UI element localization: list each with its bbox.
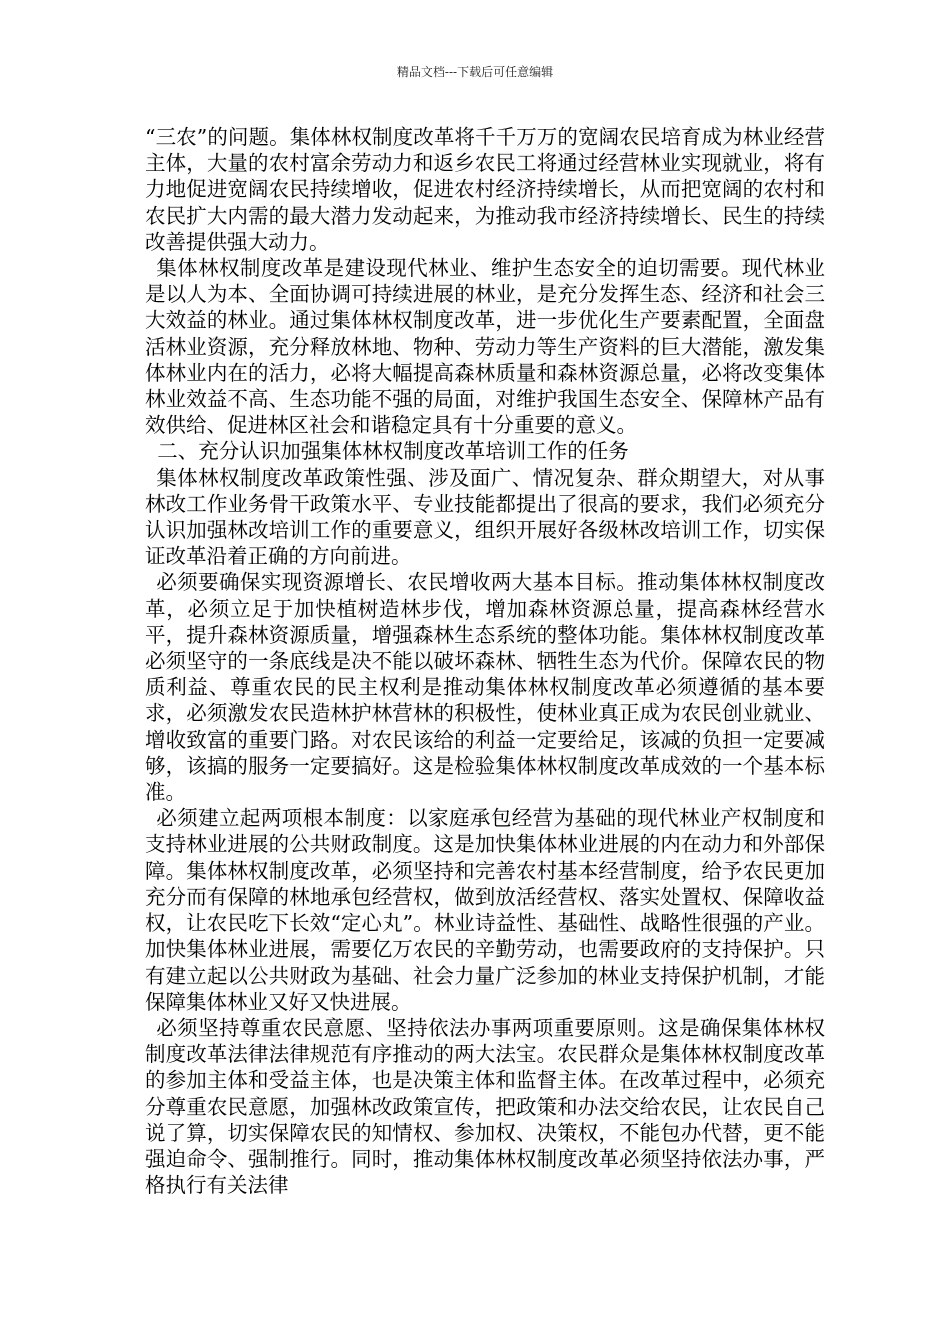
paragraph: 必须坚持尊重农民意愿、坚持依法办事两项重要原则。这是确保集体林权制度改革法律法律规范有序推动的两大法宝。农民群众是集体林权制度改革的参加主体和受益主体，也是决策主体和监督主体。在改革过程中，必须充分尊重农民意愿，加强林改政策宣传，把政策和办法交给农民，让农民自己说了算，切实保障农民的知情权、参加权、决策权，不能包办代替，更不能强迫命令、强制推行。同时，推动集体林权制度改革必须坚持依法办事，严格执行有关法律 xyxy=(145,1015,825,1198)
paragraph: “三农”的问题。集体林权制度改革将千千万万的宽阔农民培育成为林业经营主体，大量的农村富余劳动力和返乡农民工将通过经营林业实现就业，将有力地促进宽阔农民持续增收，促进农村经济持续增长，从而把宽阔的农村和农民扩大内需的最大潜力发动起来，为推动我市经济持续增长、民生的持续改善提供强大动力。 xyxy=(145,125,825,254)
paragraph: 必须要确保实现资源增长、农民增收两大基本目标。推动集体林权制度改革，必须立足于加快植树造林步伐，增加森林资源总量，提高森林经营水平，提升森林资源质量，增强森林生态系统的整体功能。集体林权制度改革必须坚守的一条底线是决不能以破坏森林、牺牲生态为代价。保障农民的物质利益、尊重农民的民主权利是推动集体林权制度改革必须遵循的基本要求，必须激发农民造林护林营林的积极性，使林业真正成为农民创业就业、增收致富的重要门路。对农民该给的利益一定要给足，该减的负担一定要减够，该搞的服务一定要搞好。这是检验集体林权制度改革成效的一个基本标准。 xyxy=(145,570,825,805)
paragraph: 集体林权制度改革政策性强、涉及面广、情况复杂、群众期望大，对从事林改工作业务骨干政策水平、专业技能都提出了很高的要求，我们必须充分认识加强林改培训工作的重要意义，组织开展好各级林改培训工作，切实保证改革沿着正确的方向前进。 xyxy=(145,465,825,569)
paragraph: 集体林权制度改革是建设现代林业、维护生态安全的迫切需要。现代林业是以人为本、全面协调可持续进展的林业，是充分发挥生态、经济和社会三大效益的林业。通过集体林权制度改革，进一步优化生产要素配置，全面盘活林业资源，充分释放林地、物种、劳动力等生产资料的巨大潜能，激发集体林业内在的活力，必将大幅提高森林质量和森林资源总量，必将改变集体林业效益不高、生态功能不强的局面，对维护我国生态安全、保障林产品有效供给、促进林区社会和谐稳定具有十分重要的意义。 xyxy=(145,256,825,438)
paragraph: 必须建立起两项根本制度：以家庭承包经营为基础的现代林业产权制度和支持林业进展的公共财政制度。这是加快集体林业进展的内在动力和外部保障。集体林权制度改革，必须坚持和完善农村基本经营制度，给予农民更加充分而有保障的林地承包经营权，做到放活经营权、落实处置权、保障收益权，让农民吃下长效“定心丸”。林业诗益性、基础性、战略性很强的产业。加快集体林业进展，需要亿万农民的辛勤劳动，也需要政府的支持保护。只有建立起以公共财政为基础、社会力量广泛参加的林业支持保护机制，才能保障集体林业又好又快进展。 xyxy=(145,806,825,1014)
page-header: 精品文档---下载后可任意编辑 xyxy=(396,65,554,79)
document-body xyxy=(145,124,825,1198)
section-heading: 二、充分认识加强集体林权制度改革培训工作的任务 xyxy=(157,439,629,464)
